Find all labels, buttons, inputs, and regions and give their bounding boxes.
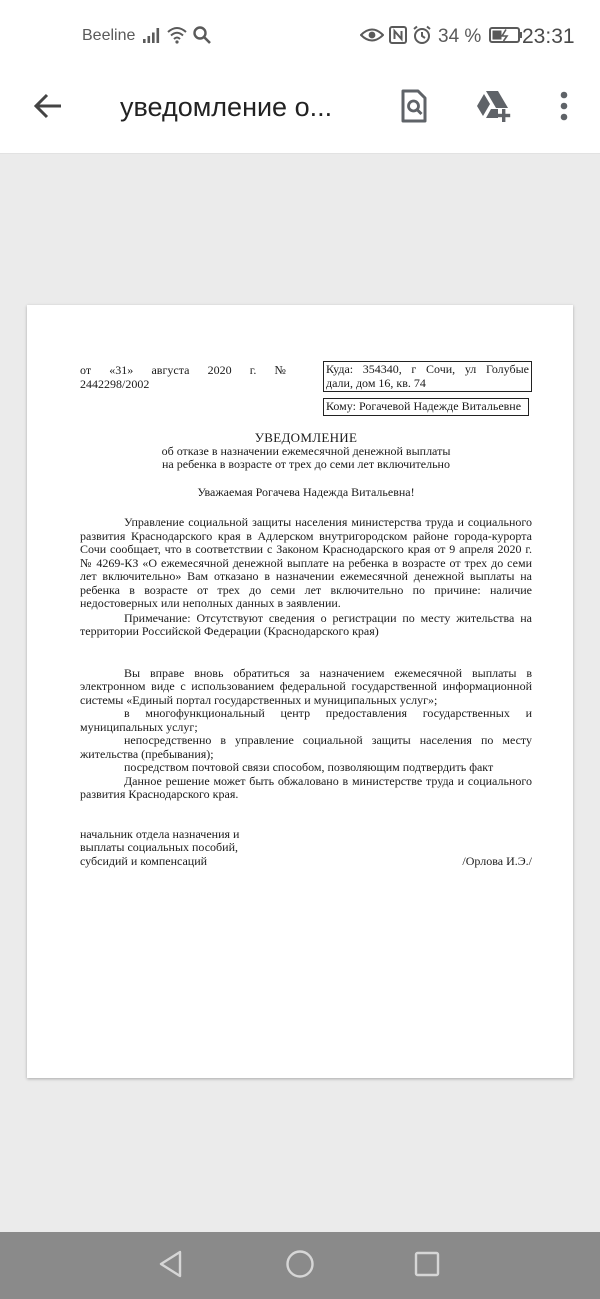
signature-title-line-1: начальник отдела назначения и: [80, 826, 240, 841]
document-title: уведомление о...: [120, 92, 333, 122]
letter-header: [80, 361, 532, 417]
options-intro: Вы вправе вновь обратиться за назначением ежемесячной выплаты в электронном виде с использованием федеральной государственной информационной системы «Единый портал государственных и муниципальных услуг»;: [80, 665, 532, 707]
address-line-2: дали, дом 16, кв. 74: [326, 375, 426, 390]
signature-name: /Орлова И.Э./: [462, 853, 532, 868]
document-content: [80, 361, 532, 868]
notice-title-block: [80, 431, 532, 472]
arrow-left-icon: [33, 93, 63, 124]
notice-subtitle-2: на ребенка в возрасте от трех до семи лет включительно: [162, 457, 450, 471]
app-toolbar: [0, 72, 600, 154]
add-to-drive-button[interactable]: [472, 86, 516, 130]
wifi-icon: [166, 26, 188, 49]
battery-icon: [489, 26, 523, 49]
signature-title-line-3: субсидий и компенсаций: [80, 853, 208, 868]
address-box: [323, 361, 532, 392]
signal-icon: [142, 26, 162, 49]
system-nav-bar: [0, 1232, 600, 1299]
number-line: 2442298/2002: [80, 376, 150, 391]
add-to-drive-icon: [474, 88, 514, 129]
find-in-page-button[interactable]: [394, 86, 434, 130]
nav-recents-icon: [413, 1250, 441, 1283]
more-options-button[interactable]: [550, 86, 578, 130]
carrier-name: Beeline: [82, 27, 136, 44]
signature-title-line-2: выплаты социальных пособий,: [80, 840, 239, 854]
clock: 23:31: [522, 25, 575, 48]
date-line: от «31» августа 2020 г. №: [80, 363, 286, 377]
back-button[interactable]: [28, 88, 68, 128]
decision-paragraph: Управление социальной защиты населения министерства труда и социального развития Краснодарского края в Адлерском внутригородском районе города-курорта Сочи сообщает, что в соответствии с Законом Краснодарского края от 9 апреля 2020 г. № 4269-КЗ «О ежемесячной денежной выплате на ребенка в возрасте от трех до семи лет включительно» Вам отказано в назначении ежемесячной денежной выплаты на ребенка в возрасте от трех до семи лет включительно по причине: наличие недостоверных или неполных данных в заявлении.: [80, 515, 532, 610]
greeting: Уважаемая Рогачева Надежда Витальевна!: [197, 484, 415, 499]
recipient-block: [323, 361, 532, 416]
nav-home-icon: [285, 1249, 315, 1284]
eye-icon: [360, 26, 384, 49]
alarm-icon: [412, 25, 432, 50]
appeal-paragraph: Данное решение может быть обжаловано в министерстве труда и социального развития Краснодарского края.: [80, 773, 532, 801]
nfc-icon: [388, 25, 408, 50]
address-line-1: Куда: 354340, г Сочи, ул Голубые: [326, 362, 529, 376]
find-in-page-icon: [400, 88, 428, 129]
search-icon: [192, 25, 212, 50]
option-post: посредством почтовой связи способом, позволяющим подтвердить факт: [124, 760, 494, 774]
option-uszn: непосредственно в управление социальной защиты населения по месту жительства (пребывания);: [80, 733, 532, 761]
option-mfc: в многофункциональный центр предоставления государственных и муниципальных услуг;: [80, 706, 532, 734]
nav-recents-button[interactable]: [411, 1250, 443, 1282]
notice-subtitle-1: об отказе в назначении ежемесячной денежной выплаты: [161, 443, 451, 458]
note-paragraph: Примечание: Отсутствуют сведения о регистрации по месту жительства на территории Российской Федерации (Краснодарского края): [80, 610, 532, 638]
recipient-name: Кому: Рогачевой Надежде Витальевне: [323, 398, 529, 416]
nav-back-button[interactable]: [155, 1250, 187, 1282]
status-bar: [0, 0, 600, 72]
document-page[interactable]: [27, 305, 573, 1078]
nav-back-icon: [158, 1250, 184, 1283]
notice-title: УВЕДОМЛЕНИЕ: [254, 430, 358, 445]
signature-block: [80, 828, 532, 869]
letter-date-number: [80, 364, 286, 391]
battery-percent: 34 %: [438, 26, 482, 47]
nav-home-button[interactable]: [284, 1250, 316, 1282]
more-vert-icon: [559, 91, 569, 126]
